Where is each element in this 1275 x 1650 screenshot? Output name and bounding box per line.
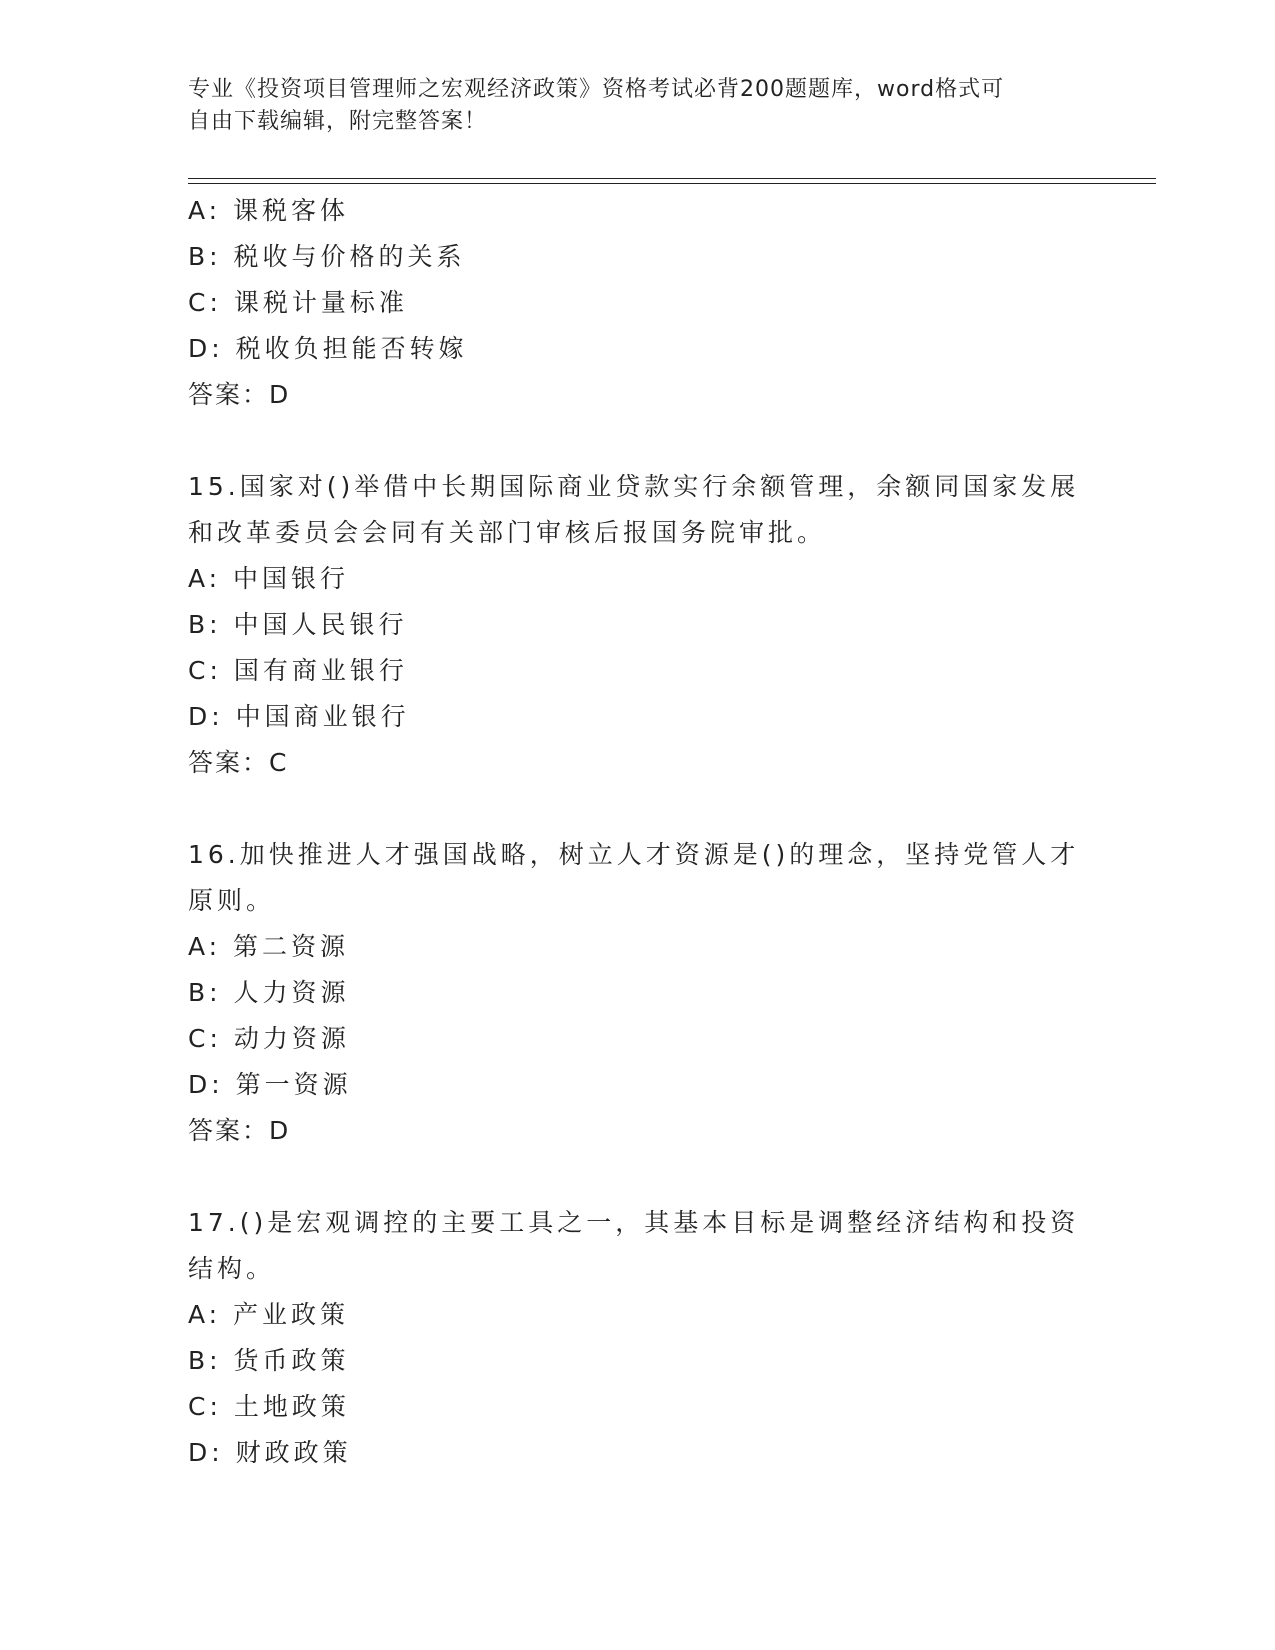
question-16 — [188, 832, 1088, 1154]
header-divider-bottom — [188, 183, 1156, 184]
spacer — [188, 786, 1088, 832]
option-a: A: 中国银行 — [188, 564, 350, 593]
option-d: D: 税收负担能否转嫁 — [188, 334, 468, 363]
header-line-1: 专业《投资项目管理师之宏观经济政策》资格考试必背200题题库，word格式可 — [188, 77, 1005, 102]
answer-line: 答案：D — [188, 380, 291, 409]
question-text-line-2: 和改革委员会会同有关部门审核后报国务院审批。 — [188, 518, 827, 547]
option-c: C: 土地政策 — [188, 1392, 350, 1421]
question-text-line-2: 结构。 — [188, 1254, 276, 1283]
document-header — [188, 74, 1068, 138]
question-15 — [188, 464, 1088, 786]
option-b: B: 人力资源 — [188, 978, 350, 1007]
option-c: C: 课税计量标准 — [188, 288, 408, 317]
question-list — [188, 188, 1088, 1476]
option-d: D: 财政政策 — [188, 1438, 352, 1467]
answer-line: 答案：D — [188, 1116, 291, 1145]
option-b: B: 税收与价格的关系 — [188, 242, 466, 271]
question-text-line-1: 16.加快推进人才强国战略，树立人才资源是()的理念，坚持党管人才 — [188, 840, 1080, 869]
question-text-line-1: 17.()是宏观调控的主要工具之一，其基本目标是调整经济结构和投资 — [188, 1208, 1080, 1237]
question-14-continuation — [188, 188, 1088, 418]
option-a: A: 课税客体 — [188, 196, 350, 225]
option-c: C: 动力资源 — [188, 1024, 350, 1053]
header-line-2: 自由下载编辑，附完整答案！ — [188, 109, 488, 134]
option-b: B: 中国人民银行 — [188, 610, 408, 639]
option-a: A: 第二资源 — [188, 932, 350, 961]
question-text-line-1: 15.国家对()举借中长期国际商业贷款实行余额管理，余额同国家发展 — [188, 472, 1080, 501]
option-a: A: 产业政策 — [188, 1300, 350, 1329]
option-d: D: 第一资源 — [188, 1070, 352, 1099]
header-divider-top — [188, 178, 1156, 179]
answer-line: 答案：C — [188, 748, 289, 777]
option-d: D: 中国商业银行 — [188, 702, 410, 731]
question-text-line-2: 原则。 — [188, 886, 276, 915]
spacer — [188, 1154, 1088, 1200]
option-b: B: 货币政策 — [188, 1346, 350, 1375]
spacer — [188, 418, 1088, 464]
question-17 — [188, 1200, 1088, 1476]
option-c: C: 国有商业银行 — [188, 656, 408, 685]
